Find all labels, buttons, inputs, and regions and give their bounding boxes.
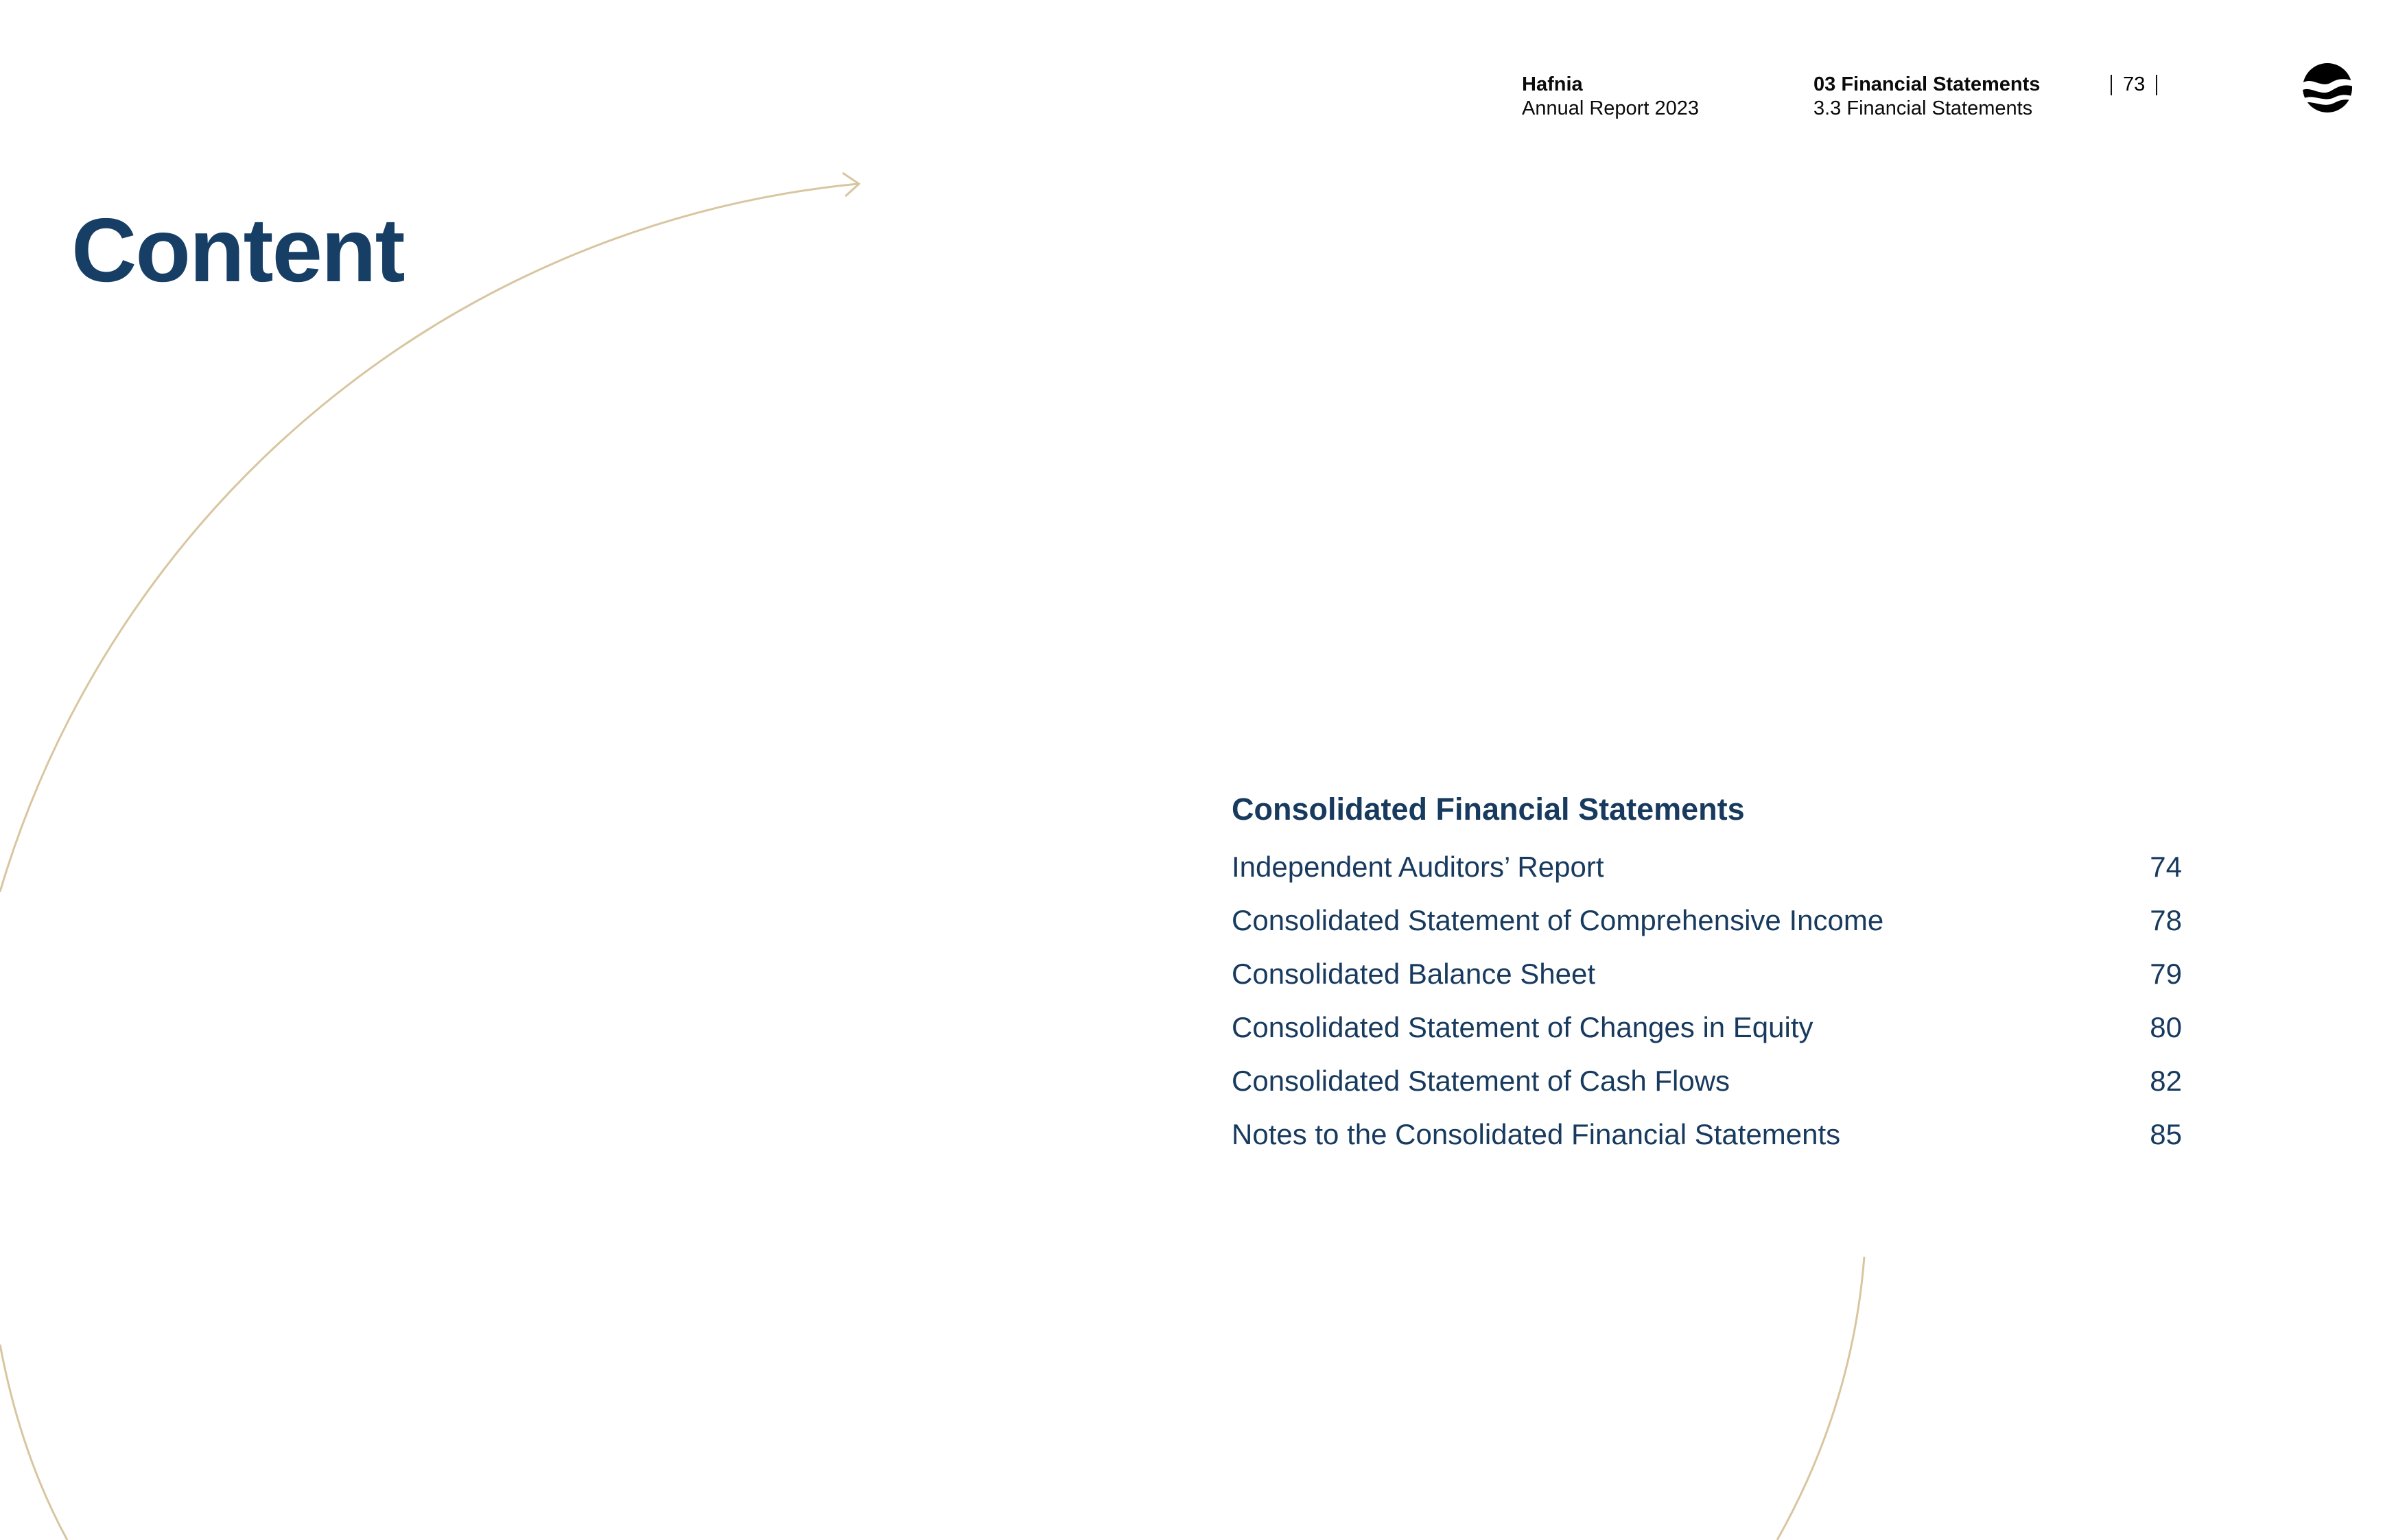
chapter-name: 03 Financial Statements	[1813, 73, 2041, 95]
toc-item[interactable]	[1232, 947, 2182, 1001]
header-company	[1522, 73, 1699, 121]
toc-item[interactable]	[1232, 894, 2182, 947]
section-name: 3.3 Financial Statements	[1813, 97, 2033, 119]
company-name: Hafnia	[1522, 73, 1583, 95]
toc-item-page: 82	[2150, 1065, 2182, 1097]
page-number-divider	[2111, 75, 2112, 95]
report-name: Annual Report 2023	[1522, 97, 1699, 119]
hafnia-wave-logo	[2300, 60, 2355, 115]
page-number-divider	[2156, 75, 2157, 95]
toc-item-page: 85	[2150, 1118, 2182, 1150]
page-number: 73	[2123, 73, 2146, 95]
toc-item[interactable]	[1232, 1108, 2182, 1161]
toc-item-label: Independent Auditors’ Report	[1232, 851, 1604, 883]
toc-item-label: Consolidated Statement of Cash Flows	[1232, 1065, 1730, 1097]
page-title: Content	[71, 200, 404, 300]
toc-item-label: Consolidated Balance Sheet	[1232, 958, 1596, 990]
toc-item-page: 80	[2150, 1011, 2182, 1043]
page-number-indicator	[2111, 73, 2157, 97]
toc-item[interactable]	[1232, 1001, 2182, 1054]
header-section	[1813, 73, 2040, 121]
toc-item-page: 79	[2150, 958, 2182, 990]
toc-item-label: Consolidated Statement of Comprehensive Income	[1232, 904, 1884, 936]
table-of-contents	[1232, 785, 2182, 1161]
toc-item[interactable]	[1232, 1054, 2182, 1108]
toc-item-label: Consolidated Statement of Changes in Equity	[1232, 1011, 1813, 1043]
toc-heading: Consolidated Financial Statements	[1232, 792, 1745, 827]
toc-item[interactable]	[1232, 840, 2182, 894]
toc-item-page: 78	[2150, 904, 2182, 936]
toc-item-page: 74	[2150, 851, 2182, 883]
toc-item-label: Notes to the Consolidated Financial Statements	[1232, 1118, 1841, 1150]
